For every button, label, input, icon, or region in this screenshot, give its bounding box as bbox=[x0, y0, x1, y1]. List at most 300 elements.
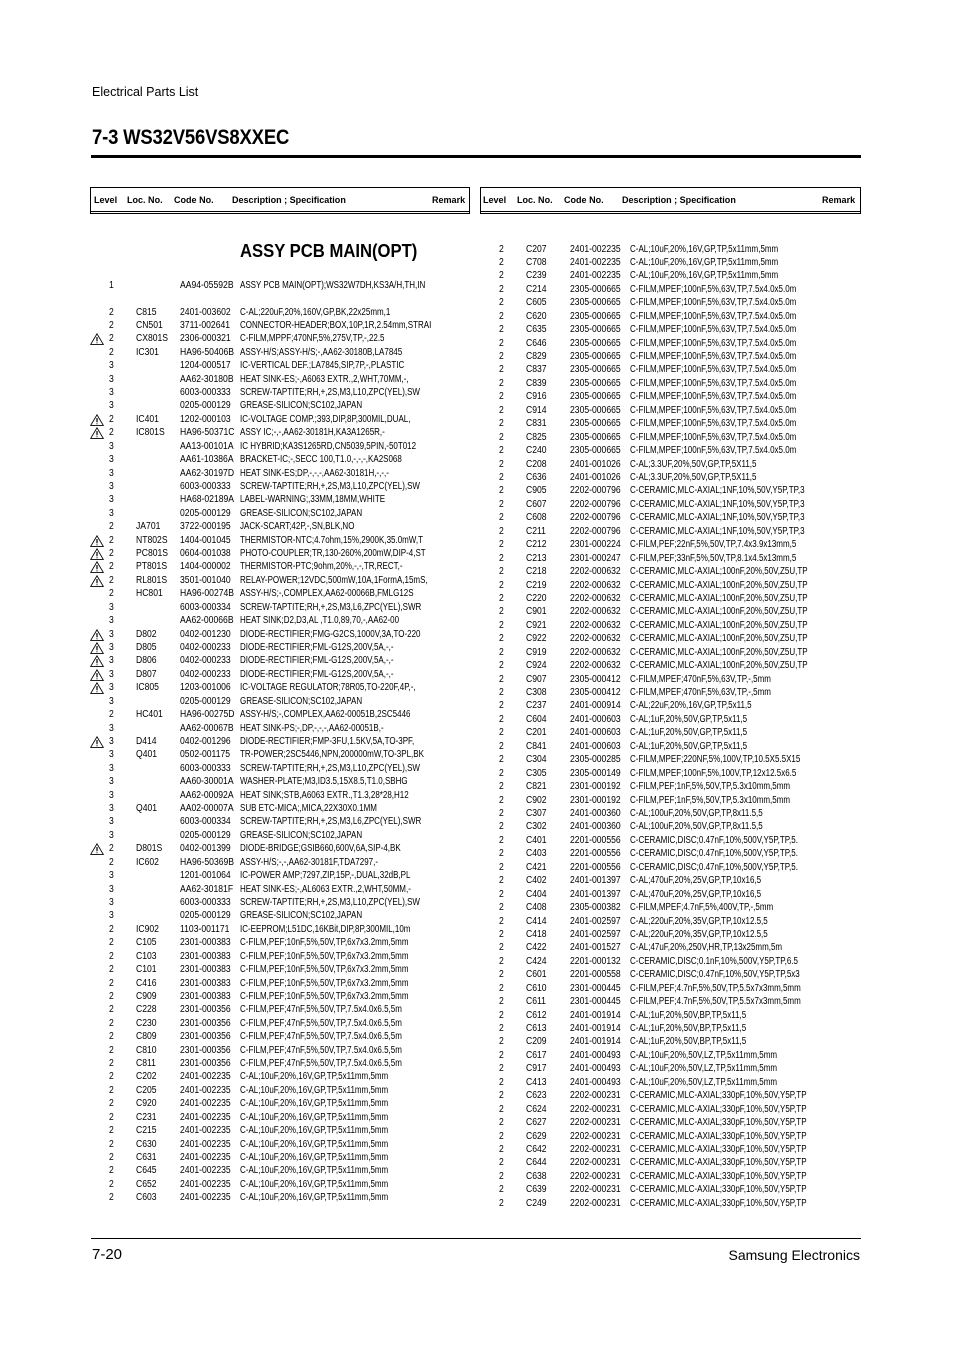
row-code-no: 1203-001006 bbox=[180, 682, 231, 694]
row-loc-no: C629 bbox=[526, 1130, 547, 1142]
row-level: 2 bbox=[109, 937, 114, 949]
row-loc-no: C607 bbox=[526, 498, 547, 510]
row-description: C-AL;1uF,20%,50V,GP,TP,5x11,5 bbox=[630, 727, 748, 739]
row-loc-no: C916 bbox=[526, 391, 547, 403]
row-description: HEAT SINK;STB,A6063 EXTR.,T1.3,28*28,H12 bbox=[240, 789, 409, 801]
row-loc-no: C604 bbox=[526, 713, 547, 725]
row-level: 2 bbox=[109, 709, 114, 721]
table-row bbox=[0, 861, 798, 874]
row-code-no: 2401-002597 bbox=[570, 928, 621, 940]
row-level: 3 bbox=[109, 387, 114, 399]
row-level: 3 bbox=[109, 467, 114, 479]
row-level: 2 bbox=[499, 606, 504, 618]
row-loc-no: C421 bbox=[526, 861, 547, 873]
row-description: C-FILM,PEF;4.7nF,5%,50V,TP,5.5x7x3mm,5mm bbox=[630, 996, 801, 1008]
row-loc-no: C215 bbox=[136, 1125, 157, 1137]
row-loc-no: C304 bbox=[526, 754, 547, 766]
row-code-no: 2401-002235 bbox=[570, 243, 621, 255]
row-code-no: 0402-001399 bbox=[180, 843, 231, 855]
header-description: Description ; Specification bbox=[622, 195, 736, 206]
row-loc-no: C924 bbox=[526, 660, 547, 672]
row-description: C-FILM,PEF;22nF,5%,50V,TP,7.4x3.9x13mm,5 bbox=[630, 539, 797, 551]
row-level: 2 bbox=[109, 1071, 114, 1083]
row-code-no: 0205-000129 bbox=[180, 695, 231, 707]
row-description: SCREW-TAPTITE;RH,+,2S,M3,L6,ZPC(YEL),SWR bbox=[240, 601, 422, 613]
row-loc-no: C218 bbox=[526, 566, 547, 578]
row-description: C-AL;10uF,20%,16V,GP,TP,5x11mm,5mm bbox=[240, 1098, 389, 1110]
row-loc-no: C646 bbox=[526, 337, 547, 349]
row-description: C-AL;10uF,20%,16V,GP,TP,5x11mm,5mm bbox=[630, 270, 779, 282]
row-level: 2 bbox=[109, 843, 114, 855]
row-loc-no: C205 bbox=[136, 1084, 157, 1096]
row-description: GREASE-SILICON;SC102,JAPAN bbox=[240, 507, 363, 519]
row-level: 2 bbox=[499, 969, 504, 981]
row-description: ASSY-H/S;ASSY-H/S;-,AA62-30180B,LA7845 bbox=[240, 346, 403, 358]
row-level: 2 bbox=[109, 950, 114, 962]
row-code-no: 6003-000333 bbox=[180, 762, 231, 774]
row-description: C-FILM,PEF;1nF,5%,50V,TP,5.3x10mm,5mm bbox=[630, 794, 791, 806]
row-level: 2 bbox=[499, 1063, 504, 1075]
row-loc-no: C623 bbox=[526, 1090, 547, 1102]
table-header-right bbox=[480, 187, 861, 214]
row-loc-no: Q401 bbox=[136, 803, 158, 815]
row-code-no: 1103-001171 bbox=[180, 923, 230, 935]
row-loc-no: C825 bbox=[526, 431, 547, 443]
row-loc-no: IC902 bbox=[136, 923, 159, 935]
row-description: C-FILM,MPEF;100nF,5%,63V,TP,7.5x4.0x5.0m bbox=[630, 351, 797, 363]
row-code-no: 3711-002641 bbox=[180, 319, 231, 331]
row-description: C-AL;220uF,20%,35V,GP,TP,10x12.5,5 bbox=[630, 915, 768, 927]
table-row bbox=[0, 431, 797, 444]
row-description: C-FILM,PEF;47nF,5%,50V,TP,7.5x4.0x6.5,5m bbox=[240, 1004, 402, 1016]
row-code-no: AA62-00067B bbox=[180, 722, 234, 734]
row-level: 3 bbox=[109, 373, 114, 385]
row-description: C-FILM,MPEF;100nF,5%,63V,TP,7.5x4.0x5.0m bbox=[630, 391, 797, 403]
row-code-no: 2202-000632 bbox=[570, 592, 621, 604]
row-code-no: 1404-000002 bbox=[180, 561, 231, 573]
row-description: C-AL;220uF,20%,35V,GP,TP,10x12.5,5 bbox=[630, 928, 768, 940]
table-row bbox=[0, 847, 798, 860]
row-code-no: 2401-002235 bbox=[180, 1098, 231, 1110]
row-description: C-AL;1uF,20%,50V,BP,TP,5x11,5 bbox=[630, 1036, 747, 1048]
row-code-no: 2305-000665 bbox=[570, 377, 621, 389]
row-loc-no: C645 bbox=[136, 1165, 157, 1177]
row-description: C-CERAMIC,DISC;0.1nF,10%,500V,Y5P,TP,6.5 bbox=[630, 955, 798, 967]
row-code-no: 2401-001026 bbox=[570, 471, 621, 483]
row-code-no: AA62-00092A bbox=[180, 789, 234, 801]
row-code-no: 2401-001397 bbox=[570, 888, 621, 900]
row-level: 2 bbox=[499, 391, 504, 403]
row-level: 2 bbox=[499, 794, 504, 806]
row-description: C-FILM,MPPF;470NF,5%,275V,TP,-,22.5 bbox=[240, 333, 385, 345]
row-loc-no: IC805 bbox=[136, 682, 159, 694]
row-description: C-CERAMIC,MLC-AXIAL;330pF,10%,50V,Y5P,TP bbox=[630, 1170, 807, 1182]
row-level: 1 bbox=[109, 280, 114, 291]
footer-rule bbox=[91, 1238, 861, 1239]
row-code-no: 2305-000665 bbox=[570, 351, 621, 363]
row-loc-no: C605 bbox=[526, 297, 547, 309]
row-description: C-FILM,PEF;47nF,5%,50V,TP,7.5x4.0x6.5,5m bbox=[240, 1017, 402, 1029]
row-code-no: 2401-000360 bbox=[570, 807, 621, 819]
row-code-no: AA13-00101A bbox=[180, 440, 234, 452]
row-code-no: 2202-000231 bbox=[570, 1197, 621, 1209]
row-loc-no: D805 bbox=[136, 642, 157, 653]
row-description: C-FILM,PEF;10nF,5%,50V,TP,6x7x3.2mm,5mm bbox=[240, 964, 409, 976]
table-row bbox=[0, 350, 797, 363]
row-level: 2 bbox=[499, 767, 504, 779]
row-level: 3 bbox=[109, 507, 114, 519]
row-level: 2 bbox=[499, 754, 504, 766]
row-loc-no: C404 bbox=[526, 888, 547, 900]
row-code-no: 2202-000632 bbox=[570, 566, 621, 578]
row-level: 2 bbox=[499, 700, 504, 712]
row-loc-no: C414 bbox=[526, 915, 547, 927]
row-description: DIODE-RECTIFIER;FMG-G2CS,1000V,3A,TO-220 bbox=[240, 628, 421, 640]
row-description: IC-EEPROM;L51DC,16KBit,DIP,8P,300MIL,10m bbox=[240, 923, 411, 935]
row-code-no: AA02-00007A bbox=[180, 803, 234, 815]
row-description: C-FILM,MPEF;100nF,5%,63V,TP,7.5x4.0x5.0m bbox=[630, 431, 797, 443]
row-description: WASHER-PLATE;M3,ID3.5,15X8.5,T1.0,SBHG bbox=[240, 776, 408, 788]
row-level: 3 bbox=[109, 628, 114, 640]
row-description: C-AL;10uF,20%,50V,LZ,TP,5x11mm,5mm bbox=[630, 1063, 778, 1075]
row-level: 2 bbox=[499, 1170, 504, 1182]
row-description: GREASE-SILICON;SC102,JAPAN bbox=[240, 400, 363, 412]
row-loc-no: C302 bbox=[526, 821, 547, 833]
row-code-no: 2202-000796 bbox=[570, 512, 621, 524]
table-row bbox=[0, 363, 797, 376]
row-code-no: 0604-001038 bbox=[180, 548, 231, 560]
row-description: BRACKET-IC;-,SECC 100,T1.0,-,-,-,KA2S068 bbox=[240, 454, 402, 466]
row-description: C-CERAMIC,MLC-AXIAL;100nF,20%,50V,Z5U,TP bbox=[630, 566, 808, 578]
row-description: C-FILM,MPEF;100nF,5%,63V,TP,7.5x4.0x5.0m bbox=[630, 418, 797, 430]
row-level: 2 bbox=[499, 404, 504, 416]
row-description: C-FILM,PEF;4.7nF,5%,50V,TP,5.5x7x3mm,5mm bbox=[630, 982, 801, 994]
row-description: GREASE-SILICON;SC102,JAPAN bbox=[240, 695, 363, 707]
table-row bbox=[0, 269, 779, 282]
row-loc-no: C103 bbox=[136, 950, 157, 962]
table-row bbox=[0, 525, 805, 538]
row-loc-no: C228 bbox=[136, 1004, 157, 1016]
row-code-no: 0402-000233 bbox=[180, 655, 231, 667]
row-description: C-CERAMIC,MLC-AXIAL;1NF,10%,50V,Y5P,TP,3 bbox=[630, 485, 805, 497]
row-level: 3 bbox=[109, 440, 114, 452]
row-description: C-CERAMIC,MLC-AXIAL;330pF,10%,50V,Y5P,TP bbox=[630, 1103, 807, 1115]
row-code-no: 2401-002597 bbox=[570, 915, 621, 927]
row-level: 3 bbox=[109, 803, 114, 815]
table-row bbox=[0, 968, 800, 981]
row-code-no: 2202-000231 bbox=[570, 1170, 621, 1182]
row-loc-no: C821 bbox=[526, 781, 547, 793]
table-row bbox=[0, 283, 797, 296]
row-level: 2 bbox=[499, 821, 504, 833]
row-code-no: HA68-02189A bbox=[180, 494, 235, 506]
row-loc-no: D414 bbox=[136, 735, 157, 747]
row-code-no: 2305-000665 bbox=[570, 391, 621, 403]
row-code-no: 2401-002235 bbox=[180, 1111, 231, 1123]
row-level: 2 bbox=[109, 548, 114, 560]
row-loc-no: C617 bbox=[526, 1049, 547, 1061]
row-loc-no: PC801S bbox=[136, 548, 169, 560]
row-loc-no: C213 bbox=[526, 552, 547, 564]
row-level: 2 bbox=[499, 377, 504, 389]
row-code-no: 2202-000632 bbox=[570, 606, 621, 618]
title-rule bbox=[91, 155, 861, 158]
row-level: 3 bbox=[109, 896, 114, 908]
row-loc-no: C230 bbox=[136, 1017, 157, 1029]
row-loc-no: HC401 bbox=[136, 709, 163, 721]
row-level: 2 bbox=[499, 1049, 504, 1061]
row-code-no: 2305-000285 bbox=[570, 754, 621, 766]
table-header-left bbox=[90, 187, 470, 214]
row-loc-no: C240 bbox=[526, 445, 547, 457]
row-description: C-AL;1uF,20%,50V,BP,TP,5x11,5 bbox=[630, 1023, 747, 1035]
row-code-no: 2401-003602 bbox=[180, 306, 231, 318]
row-code-no: 2305-000149 bbox=[570, 767, 621, 779]
row-description: C-CERAMIC,MLC-AXIAL;330pF,10%,50V,Y5P,TP bbox=[630, 1117, 807, 1129]
row-level: 2 bbox=[499, 834, 504, 846]
header-level: Level bbox=[483, 195, 507, 206]
row-loc-no: C811 bbox=[136, 1058, 156, 1070]
row-description: C-FILM,PEF;47nF,5%,50V,TP,7.5x4.0x6.5,5m bbox=[240, 1058, 402, 1070]
row-level: 3 bbox=[109, 642, 114, 653]
row-level: 3 bbox=[109, 816, 114, 828]
table-row bbox=[0, 390, 797, 403]
row-code-no: 0402-001296 bbox=[180, 735, 231, 747]
row-description: C-FILM,MPEF;470nF,5%,63V,TP,-,5mm bbox=[630, 673, 771, 685]
row-code-no: AA62-30181F bbox=[180, 883, 234, 895]
row-level: 3 bbox=[109, 789, 114, 801]
row-description: C-FILM,MPEF;100nF,5%,63V,TP,7.5x4.0x5.0m bbox=[630, 445, 797, 457]
row-code-no: 2202-000632 bbox=[570, 633, 621, 645]
row-code-no: 2201-000558 bbox=[570, 969, 621, 981]
header-remark: Remark bbox=[432, 195, 466, 206]
row-loc-no: D807 bbox=[136, 668, 157, 680]
row-description: C-CERAMIC,MLC-AXIAL;330pF,10%,50V,Y5P,TP bbox=[630, 1197, 807, 1209]
row-code-no: 2301-000383 bbox=[180, 990, 231, 1002]
row-loc-no: C652 bbox=[136, 1178, 157, 1190]
row-loc-no: C202 bbox=[136, 1071, 157, 1083]
row-code-no: 2401-002235 bbox=[570, 256, 621, 268]
header-description: Description ; Specification bbox=[232, 195, 346, 206]
row-code-no: 2401-000493 bbox=[570, 1063, 621, 1075]
row-level: 3 bbox=[109, 360, 114, 372]
row-description: DIODE-BRIDGE;GSIB660,600V,6A,SIP-4,BK bbox=[240, 843, 401, 855]
table-row bbox=[0, 874, 762, 887]
row-description: ASSY-H/S;-,-,AA62-30181F,TDA7297,- bbox=[240, 856, 378, 868]
row-level: 2 bbox=[499, 351, 504, 363]
table-row bbox=[0, 256, 779, 269]
row-level: 2 bbox=[499, 982, 504, 994]
table-row bbox=[0, 1076, 778, 1089]
row-description: C-AL;22uF,20%,16V,GP,TP,5x11,5 bbox=[630, 700, 752, 712]
row-loc-no: NT802S bbox=[136, 534, 168, 546]
row-level: 2 bbox=[109, 521, 114, 533]
row-description: C-CERAMIC,MLC-AXIAL;330pF,10%,50V,Y5P,TP bbox=[630, 1143, 807, 1155]
row-description: HEAT SINK-ES;-,A6063 EXTR.,2,WHT,70MM,-, bbox=[240, 373, 409, 385]
row-code-no: 6003-000334 bbox=[180, 816, 231, 828]
row-code-no: 2305-000665 bbox=[570, 297, 621, 309]
header-loc-no: Loc. No. bbox=[517, 195, 553, 206]
row-loc-no: C610 bbox=[526, 982, 547, 994]
row-description: C-FILM,MPEF;100nF,5%,63V,TP,7.5x4.0x5.0m bbox=[630, 283, 797, 295]
row-code-no: 0402-001230 bbox=[180, 628, 231, 640]
row-code-no: 2401-002235 bbox=[570, 270, 621, 282]
row-code-no: 2401-000603 bbox=[570, 740, 621, 752]
row-description: C-CERAMIC,DISC;0.47nF,10%,500V,Y5P,TP,5. bbox=[630, 834, 798, 846]
table-row bbox=[0, 417, 797, 430]
row-loc-no: C422 bbox=[526, 942, 547, 954]
row-description: C-FILM,MPEF;100nF,5%,63V,TP,7.5x4.0x5.0m bbox=[630, 297, 797, 309]
row-loc-no: C424 bbox=[526, 955, 547, 967]
row-loc-no: C208 bbox=[526, 458, 547, 470]
row-loc-no: C630 bbox=[136, 1138, 157, 1150]
row-level: 2 bbox=[499, 458, 504, 470]
table-row bbox=[0, 941, 783, 954]
row-level: 2 bbox=[109, 319, 114, 331]
table-row bbox=[0, 592, 808, 605]
row-description: DIODE-RECTIFIER;FMP-3FU,1.5KV,5A,TO-3PF, bbox=[240, 735, 415, 747]
row-level: 3 bbox=[109, 910, 114, 922]
row-level: 2 bbox=[109, 588, 114, 600]
row-level: 3 bbox=[109, 722, 114, 734]
row-description: GREASE-SILICON;SC102,JAPAN bbox=[240, 829, 363, 841]
row-level: 2 bbox=[109, 990, 114, 1002]
row-description: C-FILM,PEF;10nF,5%,50V,TP,6x7x3.2mm,5mm bbox=[240, 977, 409, 989]
row-loc-no: C919 bbox=[526, 646, 547, 658]
row-description: HEAT SINK-ES;-,AL6063 EXTR.,2,WHT,50MM,- bbox=[240, 883, 411, 895]
row-code-no: 2202-000231 bbox=[570, 1157, 621, 1169]
table-row bbox=[0, 1089, 807, 1102]
row-level: 2 bbox=[499, 781, 504, 793]
row-level: 3 bbox=[109, 762, 114, 774]
row-level: 2 bbox=[109, 1165, 114, 1177]
header-code-no: Code No. bbox=[564, 195, 604, 206]
row-description: LABEL-WARNING;,33MM,18MM,WHITE bbox=[240, 494, 386, 506]
row-level: 3 bbox=[109, 749, 114, 761]
row-code-no: 2305-000412 bbox=[570, 673, 621, 685]
row-level: 3 bbox=[109, 494, 114, 506]
table-row bbox=[0, 296, 797, 309]
row-code-no: HA96-50371C bbox=[180, 427, 235, 439]
row-code-no: 3722-000195 bbox=[180, 521, 231, 533]
table-row bbox=[0, 1062, 778, 1075]
row-level: 2 bbox=[499, 431, 504, 443]
row-loc-no: C249 bbox=[526, 1197, 547, 1209]
row-loc-no: C608 bbox=[526, 512, 547, 524]
row-level: 2 bbox=[109, 534, 114, 546]
row-description: C-CERAMIC,MLC-AXIAL;330pF,10%,50V,Y5P,TP bbox=[630, 1130, 807, 1142]
row-level: 2 bbox=[499, 525, 504, 537]
row-code-no: 2301-000356 bbox=[180, 1031, 231, 1043]
row-level: 2 bbox=[109, 1151, 114, 1163]
row-loc-no: C837 bbox=[526, 364, 547, 376]
row-description: C-AL;10uF,20%,16V,GP,TP,5x11mm,5mm bbox=[630, 256, 779, 268]
row-code-no: 2401-001527 bbox=[570, 942, 621, 954]
row-loc-no: C810 bbox=[136, 1044, 157, 1056]
row-level: 3 bbox=[109, 735, 114, 747]
row-loc-no: C408 bbox=[526, 902, 547, 914]
row-code-no: 1201-001064 bbox=[180, 870, 231, 882]
row-code-no: AA62-30180B bbox=[180, 373, 234, 385]
row-code-no: 2305-000665 bbox=[570, 337, 621, 349]
row-level: 2 bbox=[499, 1036, 504, 1048]
row-level: 2 bbox=[109, 333, 114, 345]
header-level: Level bbox=[94, 195, 118, 206]
row-loc-no: C212 bbox=[526, 539, 547, 551]
row-loc-no: C829 bbox=[526, 351, 547, 363]
row-level: 2 bbox=[499, 592, 504, 604]
table-row bbox=[0, 511, 805, 524]
row-loc-no: C635 bbox=[526, 324, 547, 336]
row-level: 2 bbox=[499, 687, 504, 699]
row-code-no: 2202-000231 bbox=[570, 1090, 621, 1102]
row-level: 3 bbox=[109, 695, 114, 707]
row-level: 2 bbox=[499, 996, 504, 1008]
row-loc-no: C308 bbox=[526, 687, 547, 699]
row-description: C-AL;10uF,20%,16V,GP,TP,5x11mm,5mm bbox=[240, 1071, 389, 1083]
row-code-no: 2202-000796 bbox=[570, 525, 621, 537]
row-level: 2 bbox=[499, 888, 504, 900]
row-loc-no: C416 bbox=[136, 977, 157, 989]
row-description: SCREW-TAPTITE;RH,+,2S,M3,L10,ZPC(YEL),SW bbox=[240, 387, 420, 399]
row-level: 2 bbox=[499, 740, 504, 752]
row-loc-no: IC301 bbox=[136, 346, 159, 358]
row-code-no: 2401-002235 bbox=[180, 1125, 231, 1137]
row-level: 3 bbox=[109, 655, 114, 667]
row-loc-no: C839 bbox=[526, 377, 547, 389]
row-level: 2 bbox=[109, 977, 114, 989]
table-row bbox=[0, 310, 797, 323]
row-code-no: 2301-000224 bbox=[570, 539, 621, 551]
row-level: 2 bbox=[499, 713, 504, 725]
row-loc-no: C902 bbox=[526, 794, 547, 806]
row-code-no: 2401-002235 bbox=[180, 1084, 231, 1096]
table-row bbox=[0, 484, 805, 497]
row-description: C-CERAMIC,MLC-AXIAL;330pF,10%,50V,Y5P,TP bbox=[630, 1184, 807, 1196]
row-level: 2 bbox=[109, 346, 114, 358]
row-loc-no: C624 bbox=[526, 1103, 547, 1115]
row-loc-no: C612 bbox=[526, 1009, 547, 1021]
row-description: C-FILM,PEF;10nF,5%,50V,TP,6x7x3.2mm,5mm bbox=[240, 950, 409, 962]
row-description: CONNECTOR-HEADER;BOX,10P,1R,2.54mm,STRAI bbox=[240, 319, 432, 331]
row-level: 2 bbox=[499, 915, 504, 927]
row-loc-no: C211 bbox=[526, 525, 546, 537]
row-level: 2 bbox=[109, 1031, 114, 1043]
row-level: 2 bbox=[499, 928, 504, 940]
row-loc-no: D802 bbox=[136, 628, 157, 640]
row-loc-no: C220 bbox=[526, 592, 547, 604]
row-loc-no: IC602 bbox=[136, 856, 159, 868]
row-level: 3 bbox=[109, 480, 114, 492]
row-level: 2 bbox=[499, 727, 504, 739]
table-row bbox=[0, 337, 797, 350]
row-loc-no: C101 bbox=[136, 964, 157, 976]
row-level: 3 bbox=[109, 400, 114, 412]
company-name: Samsung Electronics bbox=[728, 1247, 860, 1263]
row-code-no: 0402-000233 bbox=[180, 668, 231, 680]
row-code-no: 0502-001175 bbox=[180, 749, 231, 761]
row-level: 2 bbox=[499, 471, 504, 483]
table-row bbox=[0, 807, 763, 820]
table-row bbox=[0, 1156, 807, 1169]
table-row bbox=[0, 471, 757, 484]
row-loc-no: C209 bbox=[526, 1036, 547, 1048]
row-loc-no: C307 bbox=[526, 807, 547, 819]
row-code-no: 2401-000493 bbox=[570, 1049, 621, 1061]
row-loc-no: C917 bbox=[526, 1063, 547, 1075]
row-level: 2 bbox=[499, 579, 504, 591]
row-description: C-AL;10uF,20%,16V,GP,TP,5x11mm,5mm bbox=[240, 1138, 389, 1150]
